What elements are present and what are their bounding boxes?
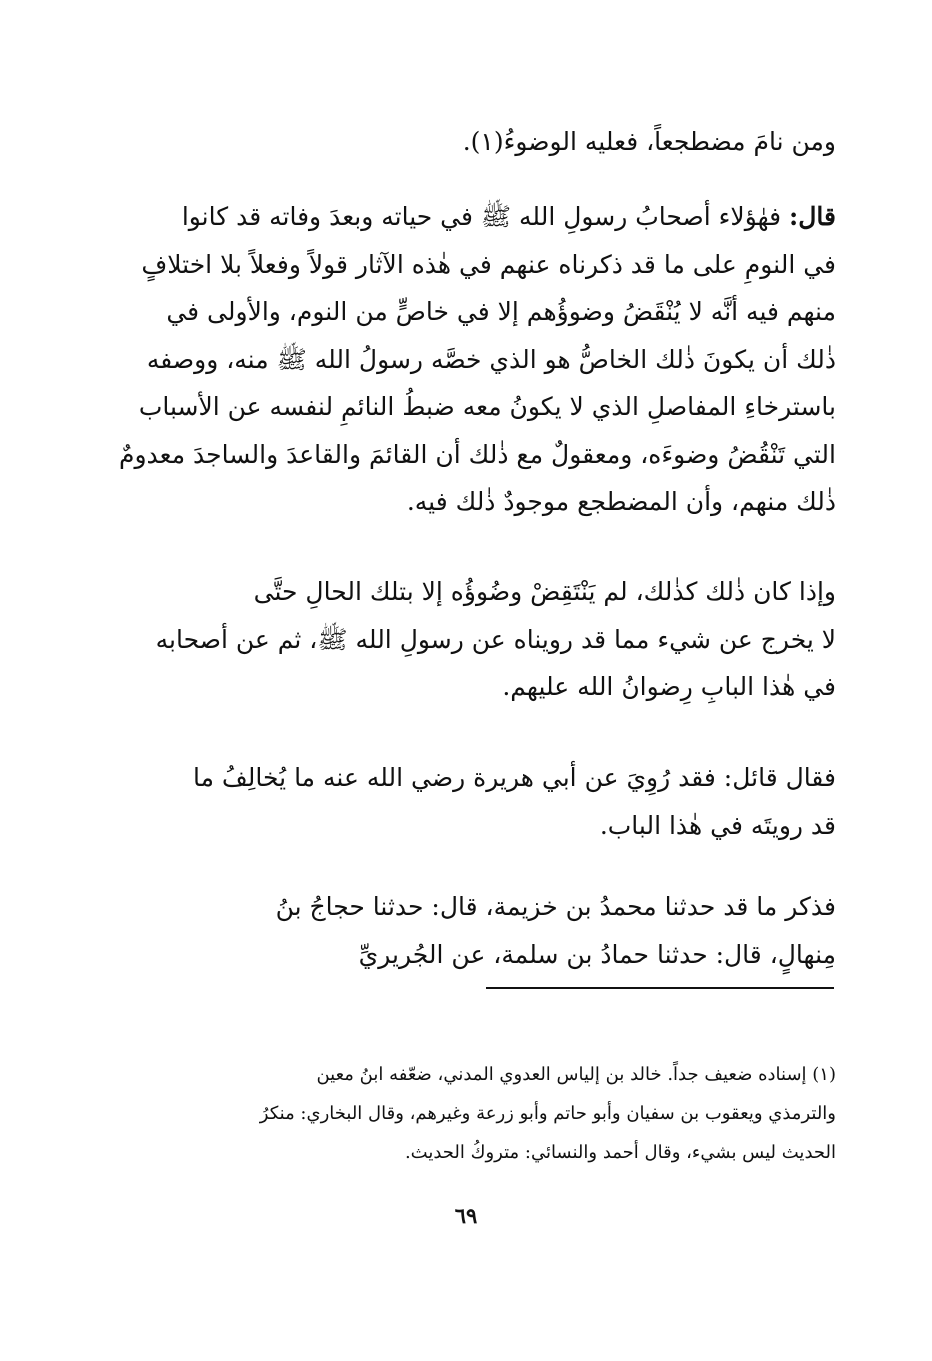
paragraph-1 (136, 118, 836, 166)
paragraph-5 (136, 883, 836, 978)
text-line: فذكر ما قد حدثنا محمدُ بن خزيمة، قال: حدثنا حجاجُ بنُ (275, 892, 836, 921)
text-line: فقال قائل: فقد رُوِيَ عن أبي هريرة رضي الله عنه ما يُخالِفُ ما (192, 763, 836, 792)
text-line: ومن نامَ مضطجعاً، فعليه الوضوءُ(١). (462, 127, 836, 156)
text-line (136, 193, 836, 241)
text-line: منهم فيه أنَّه لا يُنْقَضُ وضوؤُهم إلا في خاصٍّ من النوم، والأولى في (166, 297, 836, 326)
paragraph-lead: قال: (789, 202, 836, 231)
text-line: قد رويتَه في هٰذا الباب. (599, 810, 836, 840)
paragraph-3 (136, 568, 836, 711)
text-line: باسترخاءِ المفاصلِ الذي لا يكونُ معه ضبطُ النائمِ لنفسه عن الأسباب (138, 392, 836, 421)
footnote-line: الحديث ليس بشيء، وقال أحمد والنسائي: متروكُ الحديث. (404, 1142, 836, 1163)
text-line: ذٰلك منهم، وأن المضطجع موجودٌ ذٰلك فيه. (406, 487, 836, 516)
paragraph-4 (136, 754, 836, 849)
text-line: في النومِ على ما قد ذكرناه عنهم في هٰذه الآثار قولاً وفعلاً بلا اختلافٍ (141, 249, 836, 279)
text-line: ذٰلك أن يكونَ ذٰلك الخاصُّ هو الذي خصَّه رسولُ الله ﷺ منه، ووصفه (146, 344, 836, 374)
footnote-line: والترمذي ويعقوب بن سفيان وأبو حاتم وأبو زرعة وغيرهم، وقال البخاري: منكرُ (259, 1103, 836, 1124)
text-line: مِنهالٍ، قال: حدثنا حمادُ بن سلمة، عن الجُريريِّ (358, 939, 836, 969)
footnote (136, 1055, 836, 1172)
text-line-rest: فهٰؤلاء أصحابُ رسولِ الله ﷺ في حياته وبعدَ وفاته قد كانوا (181, 202, 790, 231)
text-line: في هٰذا البابِ رِضوانُ الله عليهم. (502, 672, 836, 701)
text-line: لا يخرج عن شيء مما قد رويناه عن رسولِ الله ﷺ، ثم عن أصحابه (155, 624, 836, 654)
footnote-separator (486, 987, 834, 989)
text-line: وإذا كان ذٰلك كذٰلك، لم يَنْتَقِضْ وضُوؤُه إلا بتلك الحالِ حتَّى (253, 577, 836, 606)
footnote-line: (١) إسناده ضعيف جداً. خالد بن إلياس العدوي المدني، ضعّفه ابنُ معين (316, 1064, 836, 1085)
page-number: ٦٩ (454, 1203, 478, 1228)
text-line: التي تَنْقُضُ وضوءَه، ومعقولٌ مع ذٰلك أن القائمَ والقاعدَ والساجدَ معدومٌ (118, 439, 836, 469)
paragraph-2 (118, 193, 836, 526)
